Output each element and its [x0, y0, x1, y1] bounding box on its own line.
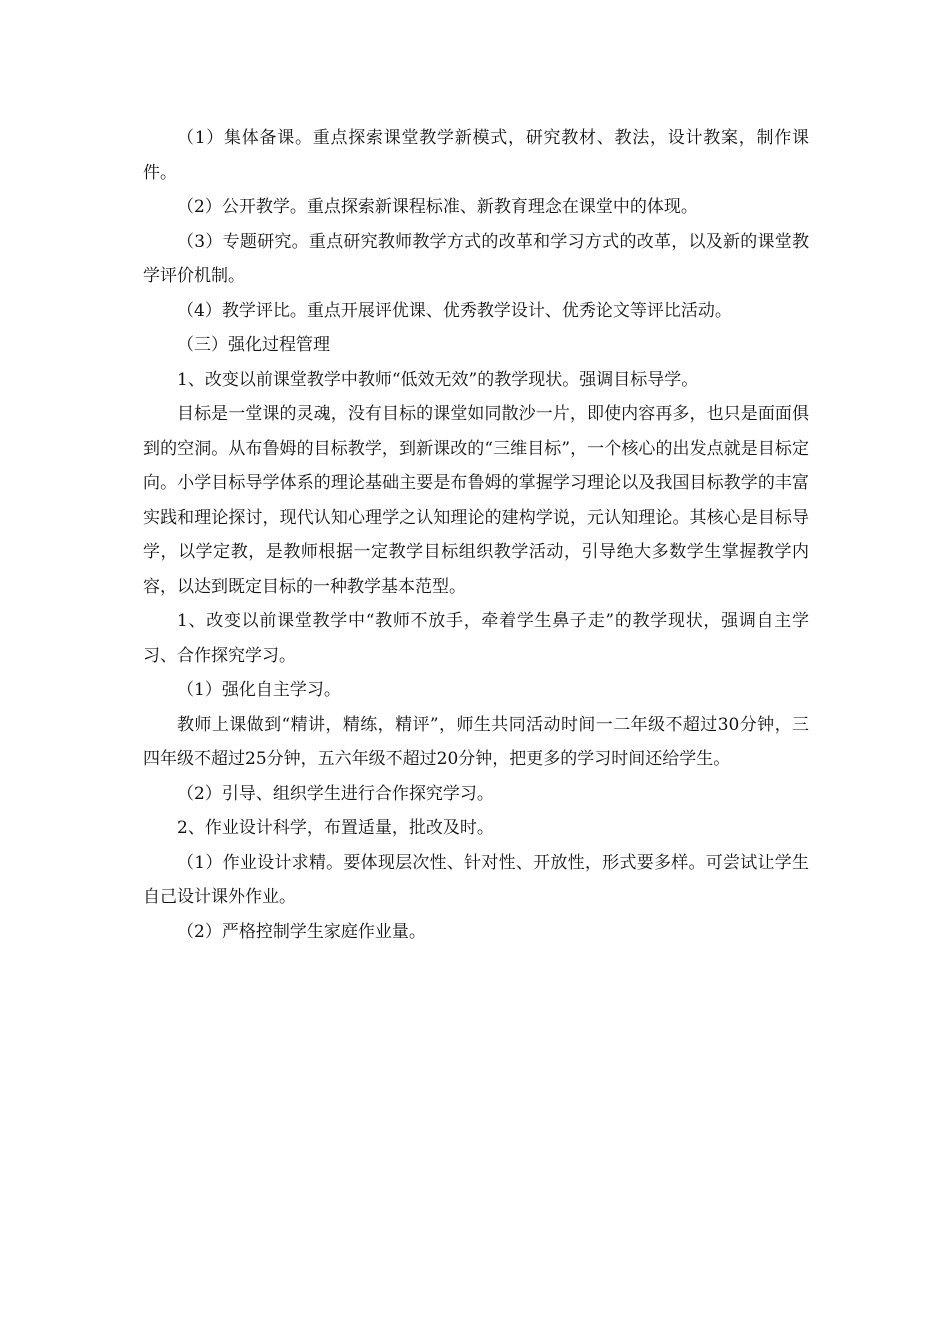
paragraph-teaching-evaluation: （4）教学评比。重点开展评优课、优秀教学设计、优秀论文等评比活动。: [177, 300, 732, 321]
paragraph-class-time-limits: 教师上课做到“精讲，精练，精评”，师生共同活动时间一二年级不超过30分钟，三四年级不超过25分钟，五六年级不超过20分钟，把更多的学习时间还给学生。: [143, 714, 809, 769]
paragraph-open-teaching: （2）公开教学。重点探索新课程标准、新教育理念在课堂中的体现。: [177, 197, 698, 217]
paragraph-homework-amount: （2）严格控制学生家庭作业量。: [177, 921, 426, 942]
paragraph-topic-research: （3）专题研究。重点研究教师教学方式的改革和学习方式的改革，以及新的课堂教学评价机制。: [143, 231, 809, 286]
paragraph-goal-theory: 目标是一堂课的灵魂，没有目标的课堂如同散沙一片，即使内容再多，也只是面面俱到的空洞。从布鲁姆的目标教学，到新课改的“三维目标”，一个核心的出发点就是目标定向。小学目标导学体系的理论基础主要是布鲁姆的掌握学习理论以及我国目标教学的丰富实践和理论探讨，现代认知心理学之认知理论的建构学说，元认知理论。其核心是目标导学，以学定教，是教师根据一定教学目标组织教学活动，引导绝大多数学生掌握教学内容，以达到既定目标的一种教学基本范型。: [143, 404, 809, 597]
paragraph-autonomous-learning: 1、改变以前课堂教学中“教师不放手，牵着学生鼻子走”的教学现状，强调自主学习、合作探究学习。: [143, 611, 809, 666]
paragraph-strengthen-self-study: （1）强化自主学习。: [177, 680, 341, 700]
paragraph-collective-lesson-prep: （1）集体备课。重点探索课堂教学新模式，研究教材、教法，设计教案，制作课件。: [143, 128, 809, 183]
paragraph-goal-guided-learning: 1、改变以前课堂教学中教师“低效无效”的教学现状。强调目标导学。: [177, 369, 699, 390]
paragraph-homework-refinement: （1）作业设计求精。要体现层次性、针对性、开放性，形式要多样。可尝试让学生自己设计课外作业。: [143, 852, 809, 907]
paragraph-cooperative-learning: （2）引导、组织学生进行合作探究学习。: [177, 783, 494, 804]
section-heading-process-management: （三）强化过程管理: [177, 335, 330, 355]
paragraph-homework-design: 2、作业设计科学，布置适量，批改及时。: [177, 818, 494, 838]
document-body: [143, 121, 809, 949]
